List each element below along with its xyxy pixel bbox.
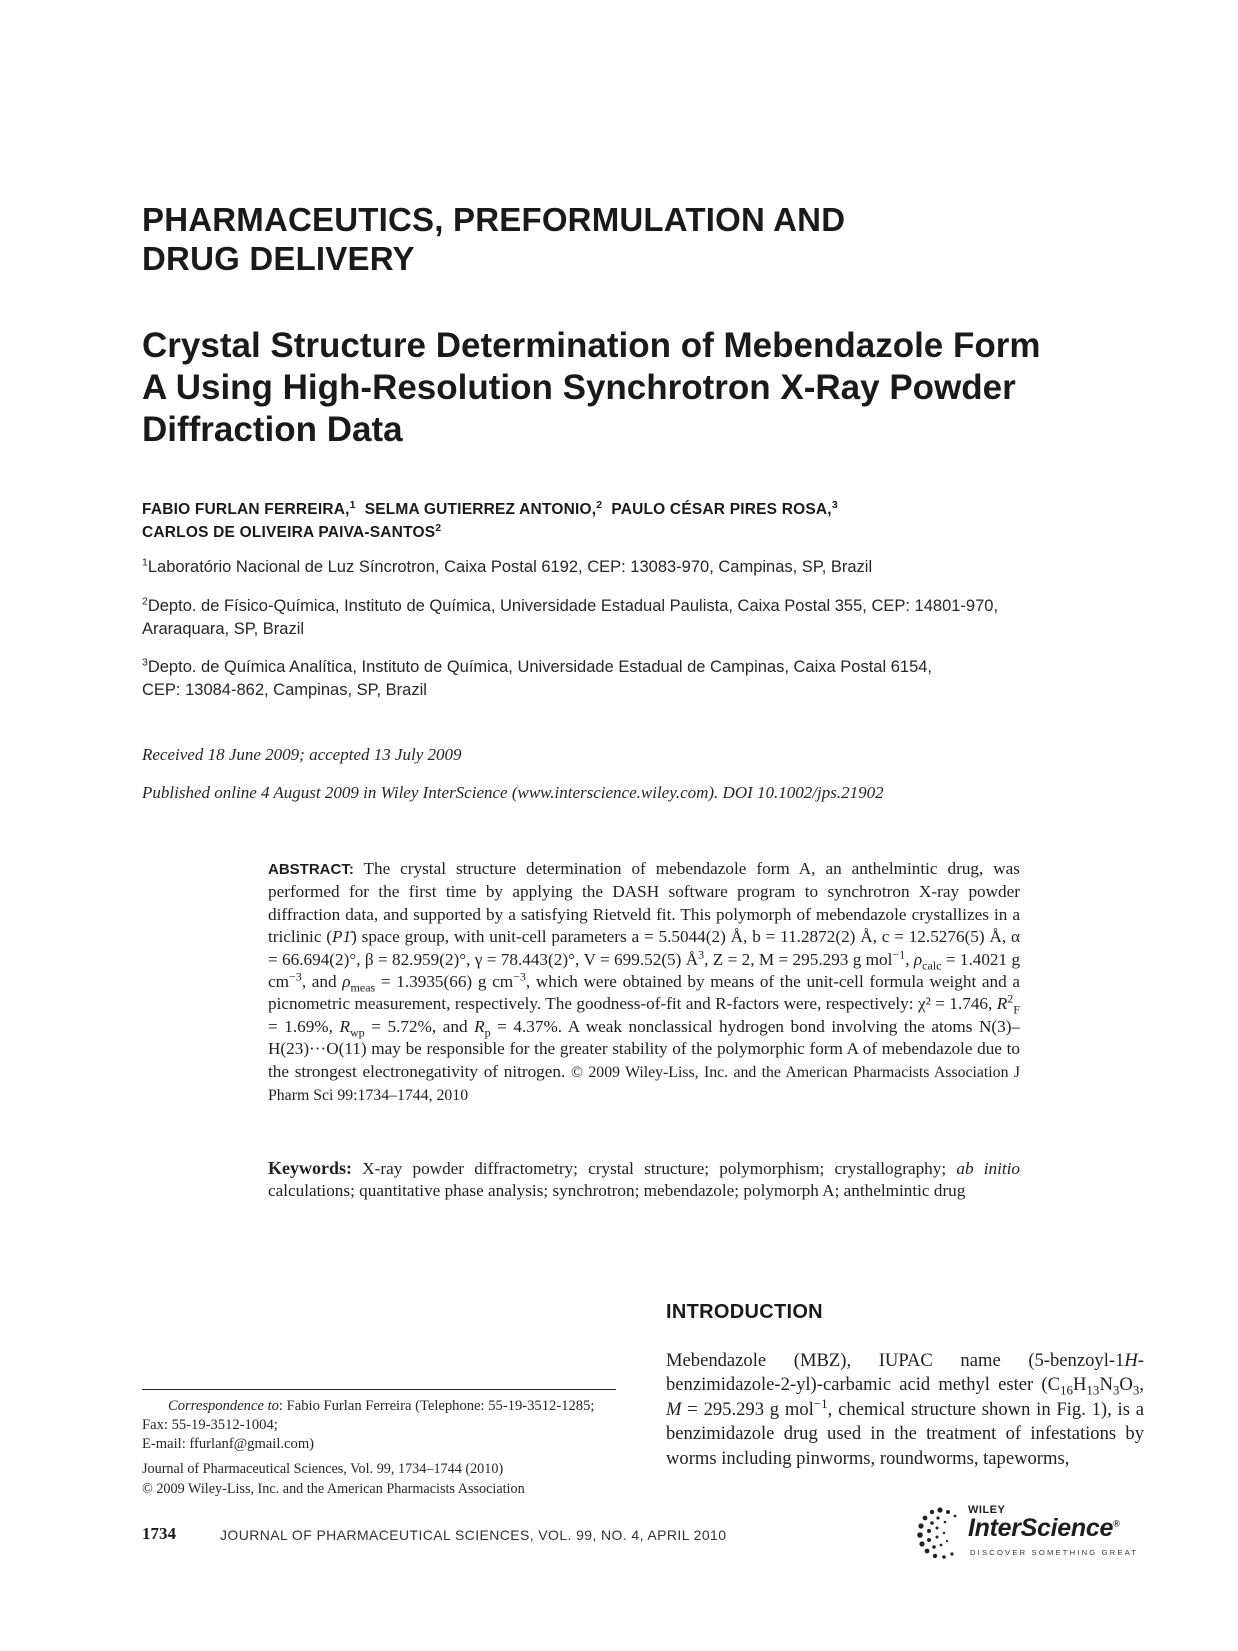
published-line: Published online 4 August 2009 in Wiley InterScience (www.interscience.wiley.com). DOI 10.1002/jps.21902 [142,783,884,802]
affiliation [142,656,1132,702]
affiliation-text: Depto. de Química Analítica, Instituto de Química, Universidade Estadual de Campinas, Caixa Postal 6154, [147,658,933,676]
unit-cell-gamma: γ = 78.443(2)°, [474,949,580,969]
journal-citation-line: © 2009 Wiley-Liss, Inc. and the American Pharmacists Association [142,1481,525,1497]
journal-citation-note [142,1459,618,1499]
intro-text-segment: = 295.293 g mol [687,1398,814,1420]
abstract-text: A weak nonclassical hydrogen bond involving the atoms N(3)–H(23)···O(11) may be responsible for the greater stability of the polymorphic form A of mebendazole due to the strongest electronegativity of nitrogen. [268,1016,1021,1081]
title-line: Crystal Structure Determination of Mebendazole Form [142,326,1041,365]
molar-mass: M = 295.293 g mol [758,949,893,969]
affiliation-text: CEP: 13084-862, Campinas, SP, Brazil [142,681,427,699]
affiliation-number: 3 [142,656,148,669]
affiliation-number: 2 [142,595,148,608]
correspondence-text: : Fabio Furlan Ferreira (Telephone: 55-19-3512-1285; Fax: 55-19-3512-1004; [142,1398,595,1433]
r-wp: = 5.72%, [371,1016,437,1036]
unit-cell-a: a = 5.5044(2) Å, [631,927,748,947]
keywords-text: calculations; quantitative phase analysis; synchrotron; mebendazole; polymorph A; anthelmintic drug [268,1181,966,1201]
section-heading-line: DRUG DELIVERY [142,240,415,277]
space-group: P1̄ [332,927,352,947]
author-list [142,498,1142,544]
keywords-text: ab initio [956,1159,1021,1178]
unit-cell-c: c = 12.5276(5) Å, [881,927,1007,947]
title-line: A Using High-Resolution Synchrotron X-Ray Powder [142,368,1016,407]
title-line: Diffraction Data [142,410,403,449]
keywords-text: X-ray powder diffractometry; crystal structure; polymorphism; crystallography; [362,1159,947,1178]
abstract-text: ) space group, with unit-cell parameters [351,927,632,947]
received-date: Received 18 June 2009; accepted 13 July 2009 [142,745,462,764]
author-affil-ref: 2 [596,498,603,511]
section-heading [142,200,1042,278]
affiliation [142,556,1132,579]
abstract-text: which were obtained by means of the unit-cell formula weight and a picnometric measurement, respectively. The goodness-of-fit and R-factors were, respectively: [268,972,1021,1014]
abstract-copyright: © 2009 Wiley-Liss, Inc. and the American Pharmacists Association J Pharm Sci 99:1734–1744, 2010 [268,1063,1020,1105]
correspondence-email: E-mail: ffurlanf@gmail.com) [142,1436,315,1452]
wiley-interscience-logo [912,1504,1142,1566]
article-title [142,325,1102,451]
publisher-name: WILEY [968,1504,1006,1516]
author-affil-ref: 1 [349,498,356,511]
r-p: = 4.37%. [497,1016,563,1036]
affiliation [142,595,1132,641]
affiliation-text: Laboratório Nacional de Luz Síncrotron, Caixa Postal 6192, CEP: 13083-970, Campinas, SP, Brazil [147,558,873,576]
unit-cell-b: b = 11.2872(2) Å, [752,927,877,947]
author-affil-ref: 3 [831,498,838,511]
logo-tagline: DISCOVER SOMETHING GREAT [970,1548,1139,1557]
unit-cell-volume: V = 699.52(5) Å [583,949,699,969]
rho-meas: = 1.3935(66) g cm [380,972,514,992]
journal-citation-line: Journal of Pharmaceutical Sciences, Vol. 99, 1734–1744 (2010) [142,1461,504,1477]
affiliation-text: Depto. de Físico-Química, Instituto de Química, Universidade Estadual Paulista, Caixa Postal 355, CEP: 14801-970, [147,597,999,615]
author-name: CARLOS DE OLIVEIRA PAIVA-SANTOS [142,524,436,541]
author-name: PAULO CÉSAR PIRES ROSA, [611,501,832,518]
section-heading-line: PHARMACEUTICS, PREFORMULATION AND [142,201,846,238]
footnote-rule [142,1389,616,1390]
author-name: FABIO FURLAN FERREIRA, [142,501,350,518]
rho-calc: = 1.4021 g cm [268,949,1021,992]
affiliation-text: Araraquara, SP, Brazil [142,620,305,638]
unit-cell-alpha: α = 66.694(2)°, [268,927,1020,969]
keywords [268,1157,1020,1203]
abstract-text: The crystal structure determination of mebendazole form A, an anthelmintic drug, was performed for the first time by applying the DASH software program to synchrotron X-ray powder diffraction data, and supported by a satisfying Rietveld fit. This polymorph of mebendazole crystallizes in a triclinic ( [268,859,1020,947]
introduction-heading: INTRODUCTION [666,1301,823,1323]
author-affil-ref: 2 [435,521,442,534]
running-title: JOURNAL OF PHARMACEUTICAL SCIENCES, VOL. 99, NO. 4, APRIL 2010 [220,1527,727,1543]
unit-cell-z: Z = 2, [712,949,755,969]
page-number: 1734 [142,1524,176,1543]
intro-text-segment: -benzimidazole-2-yl)-carbamic acid methyl ester (C [666,1350,1144,1396]
chi-squared: χ² = 1.746, [917,994,993,1014]
globe-dots-icon [912,1504,966,1560]
correspondence-label: Correspondence to [168,1398,279,1414]
interscience-wordmark: InterScience® [968,1514,1120,1542]
intro-text-segment: Mebendazole (MBZ), IUPAC name (5-benzoyl-1 [666,1350,1125,1371]
introduction-text: Mebendazole (MBZ), IUPAC name (5-benzoyl-1H-benzimidazole-2-yl)-carbamic acid methyl ester ($C_{16}H_{13}N_3O_3$, M = 295.293 g mol$^{-1}$, chemical structure shown in Fig. 1), is a benzimidazole drug used in the treatment of infestations by worms including pinworms, roundworms, tapeworms, [666,1350,1144,1469]
abstract-label: ABSTRACT: [268,861,354,878]
author-name: SELMA GUTIERREZ ANTONIO, [364,501,597,518]
intro-text-segment: H [1124,1350,1138,1371]
r-f: = 1.69%, [268,1016,333,1036]
intro-text-segment: , chemical structure shown in Fig. 1), is a benzimidazole drug used in the treatment of infestations by worms including pinworms, roundworms, tapeworms, [666,1398,1144,1469]
interscience-text: InterScience [968,1514,1114,1542]
affiliation-number: 1 [142,556,148,569]
unit-cell-beta: β = 82.959(2)°, [364,949,471,969]
abstract: ABSTRACT: The crystal structure determination of mebendazole form A, an anthelmintic drug, was performed for the first time by applying the DASH software program to synchrotron X-ray powder diffraction data, and supported by a satisfying Rietveld fit. This polymorph of mebendazole crystallizes in a triclinic (P1̄) space group, with unit-cell parameters a = 5.5044(2) Å, b = 11.2872(2) Å, c = 12.5276(5) Å, α = 66.694(2)°, β = 82.959(2)°, γ = 78.443(2)°, V = 699.52(5) $Å^3$, Z = 2, M = 295.293 g mol$^{-1}$, $\rho_{calc} = 1.4021$ g $cm^{-3}$, and $\rho_{meas} = 1.3935(66)$ g $cm^{-3}$, which were obtained by means of the unit-cell formula weight and a picnometric measurement, respectively. The goodness-of-fit and R-factors were, respectively: χ² = 1.746, $R^2_F = 1.69\%$, $R_{wp} = 5.72\%$, and $R_p = 4.37\%$. A weak nonclassical hydrogen bond involving the atoms N(3)–H(23)···O(11) may be responsible for the greater stability of the polymorphic form A of mebendazole due to the strongest electronegativity of nitrogen. © 2009 Wiley-Liss, Inc. and the American Pharmacists Association J Pharm Sci 99:1734–1744, 2010 [268,859,1021,1105]
keywords-label: Keywords: [268,1158,352,1178]
correspondence-note [142,1397,618,1454]
